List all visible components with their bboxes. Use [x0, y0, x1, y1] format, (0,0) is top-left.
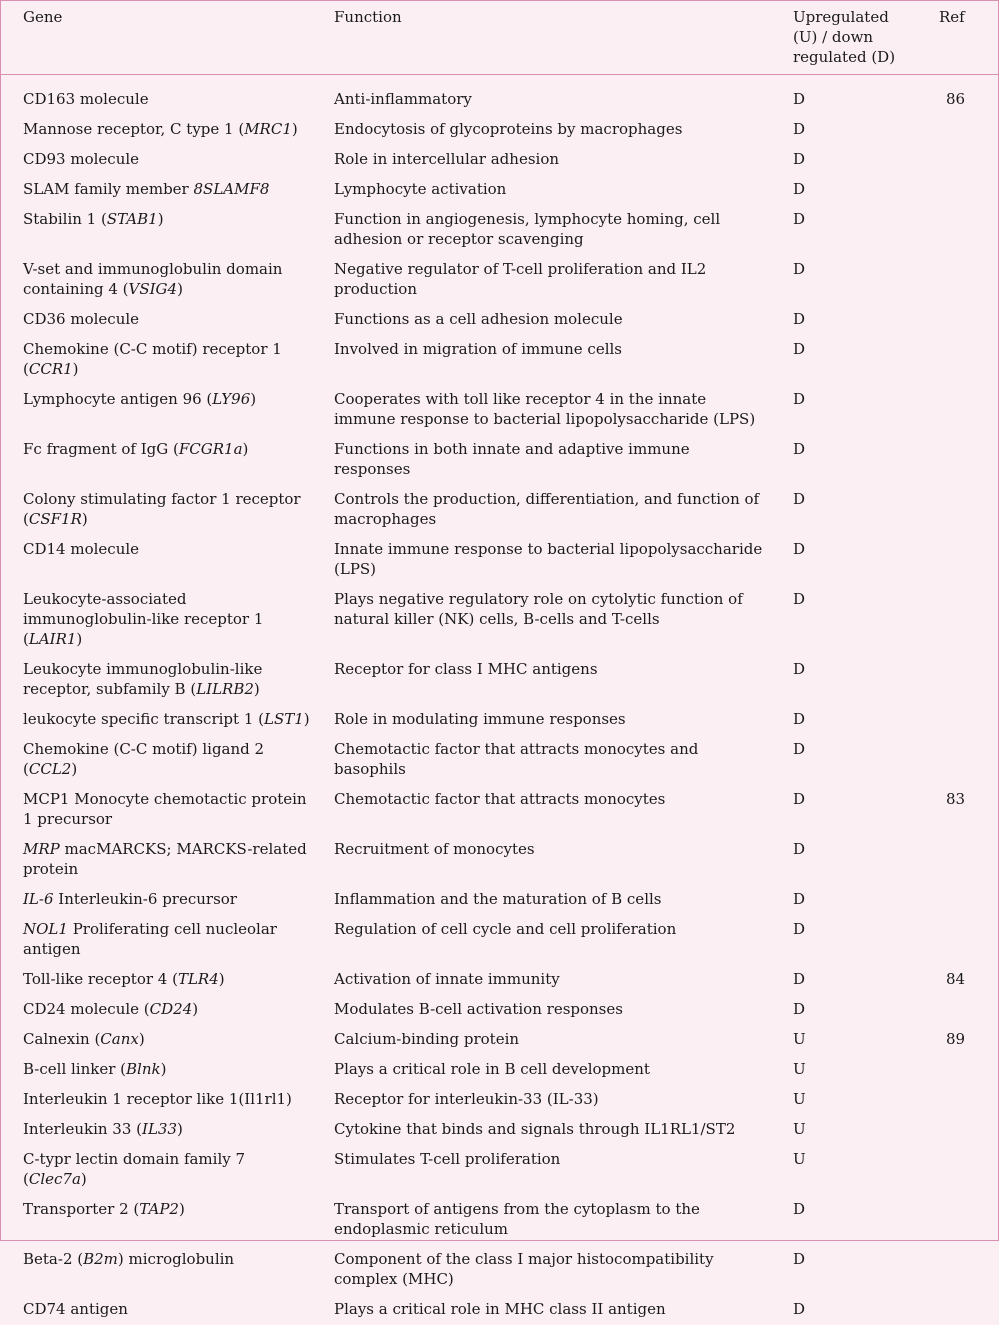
function-cell: Controls the production, differentiation, and function of macrophages	[311, 485, 770, 535]
regulation-cell: D	[770, 1245, 916, 1295]
ref-cell	[916, 1085, 999, 1115]
gene-cell	[0, 965, 311, 995]
gene-name-text: CD14 molecule	[23, 540, 139, 558]
gene-name-suffix: )	[139, 1030, 145, 1048]
table-row	[0, 915, 999, 965]
function-cell: Plays a critical role in B cell development	[311, 1055, 770, 1085]
gene-symbol-italic: LILRB2	[196, 680, 254, 698]
ref-cell	[916, 915, 999, 965]
table-row	[0, 785, 999, 835]
gene-name-text: Mannose receptor, C type 1 (	[23, 120, 244, 138]
ref-cell	[916, 205, 999, 255]
gene-cell	[0, 335, 311, 385]
ref-cell: 86	[916, 75, 999, 116]
table-row	[0, 885, 999, 915]
regulation-cell: D	[770, 435, 916, 485]
gene-name-text: MCP1 Monocyte chemotactic protein 1 precursor	[23, 790, 307, 828]
regulation-cell: D	[770, 255, 916, 305]
ref-cell	[916, 1145, 999, 1195]
gene-cell	[0, 1085, 311, 1115]
regulation-cell: U	[770, 1145, 916, 1195]
gene-name-suffix: Interleukin-6 precursor	[54, 890, 237, 908]
gene-name-text: Fc fragment of IgG (	[23, 440, 179, 458]
regulation-cell: U	[770, 1055, 916, 1085]
gene-name-suffix: )	[192, 1000, 198, 1018]
gene-cell	[0, 145, 311, 175]
gene-symbol-italic: MRP	[23, 840, 60, 858]
gene-cell	[0, 585, 311, 655]
gene-symbol-italic: LST1	[264, 710, 304, 728]
function-cell: Inflammation and the maturation of B cells	[311, 885, 770, 915]
table-row	[0, 965, 999, 995]
regulation-cell: U	[770, 1025, 916, 1055]
ref-cell	[916, 305, 999, 335]
ref-cell: 84	[916, 965, 999, 995]
function-cell: Role in modulating immune responses	[311, 705, 770, 735]
regulation-cell: U	[770, 1115, 916, 1145]
gene-name-text: Toll-like receptor 4 (	[23, 970, 178, 988]
gene-name-suffix: )	[219, 970, 225, 988]
gene-symbol-italic: FCGR1a	[179, 440, 243, 458]
function-cell: Regulation of cell cycle and cell proliferation	[311, 915, 770, 965]
ref-cell: 83	[916, 785, 999, 835]
header-ref: Ref	[916, 0, 999, 75]
gene-symbol-italic: MRC1	[244, 120, 292, 138]
table-row	[0, 535, 999, 585]
regulation-cell: D	[770, 75, 916, 116]
table-row	[0, 485, 999, 535]
gene-name-text: CD36 molecule	[23, 310, 139, 328]
gene-name-suffix: macMARCKS; MARCKS-related protein	[23, 840, 307, 878]
gene-cell	[0, 1025, 311, 1055]
gene-symbol-italic: IL33	[142, 1120, 177, 1138]
table-row	[0, 115, 999, 145]
function-cell: Functions as a cell adhesion molecule	[311, 305, 770, 335]
gene-name-suffix: )	[81, 1170, 87, 1188]
ref-cell	[916, 585, 999, 655]
gene-name-suffix: )	[304, 710, 310, 728]
gene-name-suffix: )	[179, 1200, 185, 1218]
table-row	[0, 335, 999, 385]
table-row	[0, 385, 999, 435]
function-cell: Chemotactic factor that attracts monocytes and basophils	[311, 735, 770, 785]
function-cell: Role in intercellular adhesion	[311, 145, 770, 175]
gene-name-text: Calnexin (	[23, 1030, 100, 1048]
gene-symbol-italic: B2m	[83, 1250, 118, 1268]
ref-cell	[916, 485, 999, 535]
gene-cell	[0, 1055, 311, 1085]
gene-name-suffix: )	[73, 360, 79, 378]
regulation-cell: D	[770, 965, 916, 995]
ref-cell	[916, 115, 999, 145]
gene-cell	[0, 995, 311, 1025]
ref-cell	[916, 1195, 999, 1245]
gene-symbol-italic: TAP2	[139, 1200, 179, 1218]
ref-cell	[916, 535, 999, 585]
regulation-cell: D	[770, 305, 916, 335]
gene-name-suffix: Proliferating cell nucleolar antigen	[23, 920, 277, 958]
table-row	[0, 175, 999, 205]
gene-symbol-italic: NOL1	[23, 920, 68, 938]
gene-name-text: Leukocyte immunoglobulin-like receptor, subfamily B (	[23, 660, 262, 698]
gene-name-suffix: )	[71, 760, 77, 778]
function-cell: Cytokine that binds and signals through IL1RL1/ST2	[311, 1115, 770, 1145]
regulation-cell: D	[770, 1195, 916, 1245]
gene-cell	[0, 305, 311, 335]
table-row	[0, 75, 999, 116]
gene-name-text: SLAM family member	[23, 180, 194, 198]
gene-symbol-italic: Blnk	[126, 1060, 161, 1078]
gene-cell	[0, 1195, 311, 1245]
function-cell: Negative regulator of T-cell proliferation and IL2 production	[311, 255, 770, 305]
regulation-cell: D	[770, 655, 916, 705]
gene-symbol-italic: CD24	[150, 1000, 193, 1018]
table-row	[0, 655, 999, 705]
regulation-cell: D	[770, 115, 916, 145]
table-header	[0, 0, 999, 75]
function-cell: Lymphocyte activation	[311, 175, 770, 205]
gene-symbol-italic: CCL2	[29, 760, 71, 778]
regulation-cell: D	[770, 335, 916, 385]
regulation-cell: D	[770, 175, 916, 205]
header-function: Function	[311, 0, 770, 75]
gene-name-suffix: )	[292, 120, 298, 138]
function-cell: Stimulates T-cell proliferation	[311, 1145, 770, 1195]
gene-symbol-italic: STAB1	[107, 210, 158, 228]
function-cell: Plays a critical role in MHC class II antigen	[311, 1295, 770, 1325]
ref-cell	[916, 885, 999, 915]
table-row	[0, 735, 999, 785]
gene-name-text: Stabilin 1 (	[23, 210, 107, 228]
gene-cell	[0, 1145, 311, 1195]
function-cell: Component of the class I major histocompatibility complex (MHC)	[311, 1245, 770, 1295]
regulation-cell: D	[770, 785, 916, 835]
gene-cell	[0, 385, 311, 435]
gene-name-suffix: )	[158, 210, 164, 228]
gene-name-suffix: )	[250, 390, 256, 408]
regulation-cell: D	[770, 915, 916, 965]
ref-cell	[916, 1115, 999, 1145]
gene-name-text: leukocyte specific transcript 1 (	[23, 710, 264, 728]
regulation-cell: D	[770, 535, 916, 585]
gene-name-suffix: )	[243, 440, 249, 458]
regulation-cell: D	[770, 585, 916, 655]
gene-cell	[0, 835, 311, 885]
gene-cell	[0, 705, 311, 735]
gene-name-text: Transporter 2 (	[23, 1200, 139, 1218]
regulation-cell: D	[770, 995, 916, 1025]
function-cell: Functions in both innate and adaptive immune responses	[311, 435, 770, 485]
gene-symbol-italic: IL-6	[23, 890, 54, 908]
regulation-cell: U	[770, 1085, 916, 1115]
regulation-cell: D	[770, 885, 916, 915]
ref-cell	[916, 705, 999, 735]
regulation-cell: D	[770, 205, 916, 255]
gene-name-text: C-typr lectin domain family 7 (	[23, 1150, 245, 1188]
function-cell: Endocytosis of glycoproteins by macrophages	[311, 115, 770, 145]
regulation-cell: D	[770, 485, 916, 535]
table-row	[0, 1025, 999, 1055]
ref-cell	[916, 175, 999, 205]
gene-cell	[0, 115, 311, 145]
table-row	[0, 1055, 999, 1085]
regulation-cell: D	[770, 385, 916, 435]
gene-symbol-italic: LAIR1	[29, 630, 77, 648]
function-cell: Recruitment of monocytes	[311, 835, 770, 885]
gene-symbol-italic: CSF1R	[29, 510, 82, 528]
function-cell: Involved in migration of immune cells	[311, 335, 770, 385]
gene-name-text: Chemokine (C-C motif) ligand 2 (	[23, 740, 264, 778]
gene-name-text: Interleukin 33 (	[23, 1120, 142, 1138]
table-row	[0, 995, 999, 1025]
function-cell: Calcium-binding protein	[311, 1025, 770, 1055]
table-row	[0, 1085, 999, 1115]
gene-symbol-italic: TLR4	[178, 970, 219, 988]
regulation-cell: D	[770, 835, 916, 885]
regulation-cell: D	[770, 735, 916, 785]
gene-name-text: Colony stimulating factor 1 receptor (	[23, 490, 301, 528]
gene-name-suffix: ) microglobulin	[118, 1250, 234, 1268]
ref-cell	[916, 835, 999, 885]
gene-name-text: Chemokine (C-C motif) receptor 1 (	[23, 340, 282, 378]
gene-name-text: V-set and immunoglobulin domain containing 4 (	[23, 260, 282, 298]
gene-name-text: CD24 molecule (	[23, 1000, 150, 1018]
function-cell: Chemotactic factor that attracts monocytes	[311, 785, 770, 835]
ref-cell	[916, 655, 999, 705]
gene-cell	[0, 1245, 311, 1295]
table-row	[0, 585, 999, 655]
ref-cell	[916, 335, 999, 385]
gene-name-text: CD74 antigen	[23, 1300, 128, 1318]
table-row	[0, 1295, 999, 1325]
gene-name-suffix: )	[76, 630, 82, 648]
function-cell: Anti-inflammatory	[311, 75, 770, 116]
gene-symbol-italic: Clec7a	[29, 1170, 81, 1188]
function-cell: Cooperates with toll like receptor 4 in the innate immune response to bacterial lipopolysaccharide (LPS)	[311, 385, 770, 435]
table-row	[0, 835, 999, 885]
gene-cell	[0, 485, 311, 535]
header-regulation: Upregulated (U) / down regulated (D)	[770, 0, 916, 75]
gene-cell	[0, 915, 311, 965]
ref-cell	[916, 385, 999, 435]
gene-symbol-italic: VSIG4	[129, 280, 178, 298]
gene-cell	[0, 175, 311, 205]
gene-name-text: Beta-2 (	[23, 1250, 83, 1268]
function-cell: Innate immune response to bacterial lipopolysaccharide (LPS)	[311, 535, 770, 585]
gene-name-text: CD163 molecule	[23, 90, 149, 108]
ref-cell	[916, 255, 999, 305]
gene-name-suffix: )	[177, 1120, 183, 1138]
regulation-cell: D	[770, 705, 916, 735]
regulation-cell: D	[770, 145, 916, 175]
table-row	[0, 1245, 999, 1295]
function-cell: Plays negative regulatory role on cytolytic function of natural killer (NK) cells, B-cells and T-cells	[311, 585, 770, 655]
gene-name-suffix: )	[82, 510, 88, 528]
ref-cell	[916, 995, 999, 1025]
ref-cell	[916, 1055, 999, 1085]
gene-cell	[0, 1295, 311, 1325]
table-row	[0, 305, 999, 335]
gene-cell	[0, 785, 311, 835]
table-row	[0, 705, 999, 735]
gene-cell	[0, 735, 311, 785]
ref-cell	[916, 735, 999, 785]
ref-cell	[916, 1295, 999, 1325]
ref-cell	[916, 145, 999, 175]
table-body	[0, 75, 999, 1325]
gene-cell	[0, 1115, 311, 1145]
gene-name-text: Leukocyte-associated immunoglobulin-like receptor 1 (	[23, 590, 263, 648]
gene-cell	[0, 885, 311, 915]
function-cell: Transport of antigens from the cytoplasm to the endoplasmic reticulum	[311, 1195, 770, 1245]
gene-symbol-italic: 8SLAMF8	[194, 180, 270, 198]
gene-name-suffix: )	[254, 680, 260, 698]
gene-name-text: Lymphocyte antigen 96 (	[23, 390, 212, 408]
table-row	[0, 205, 999, 255]
gene-name-text: Interleukin 1 receptor like 1(Il1rl1)	[23, 1090, 292, 1108]
ref-cell	[916, 435, 999, 485]
table-row	[0, 435, 999, 485]
table-row	[0, 145, 999, 175]
function-cell: Modulates B-cell activation responses	[311, 995, 770, 1025]
function-cell: Receptor for class I MHC antigens	[311, 655, 770, 705]
header-gene: Gene	[0, 0, 311, 75]
function-cell: Activation of innate immunity	[311, 965, 770, 995]
gene-symbol-italic: LY96	[212, 390, 250, 408]
ref-cell: 89	[916, 1025, 999, 1055]
gene-symbol-italic: CCR1	[29, 360, 73, 378]
gene-symbol-italic: Canx	[100, 1030, 139, 1048]
gene-name-suffix: )	[177, 280, 183, 298]
gene-cell	[0, 205, 311, 255]
gene-cell	[0, 435, 311, 485]
table-row	[0, 1115, 999, 1145]
function-cell: Function in angiogenesis, lymphocyte homing, cell adhesion or receptor scavenging	[311, 205, 770, 255]
table-row	[0, 1145, 999, 1195]
regulation-cell: D	[770, 1295, 916, 1325]
table-row	[0, 1195, 999, 1245]
gene-name-text: CD93 molecule	[23, 150, 139, 168]
table-row	[0, 255, 999, 305]
gene-cell	[0, 255, 311, 305]
gene-name-text: B-cell linker (	[23, 1060, 126, 1078]
gene-cell	[0, 655, 311, 705]
ref-cell	[916, 1245, 999, 1295]
gene-cell	[0, 75, 311, 116]
gene-name-suffix: )	[161, 1060, 167, 1078]
gene-cell	[0, 535, 311, 585]
function-cell: Receptor for interleukin-33 (IL-33)	[311, 1085, 770, 1115]
